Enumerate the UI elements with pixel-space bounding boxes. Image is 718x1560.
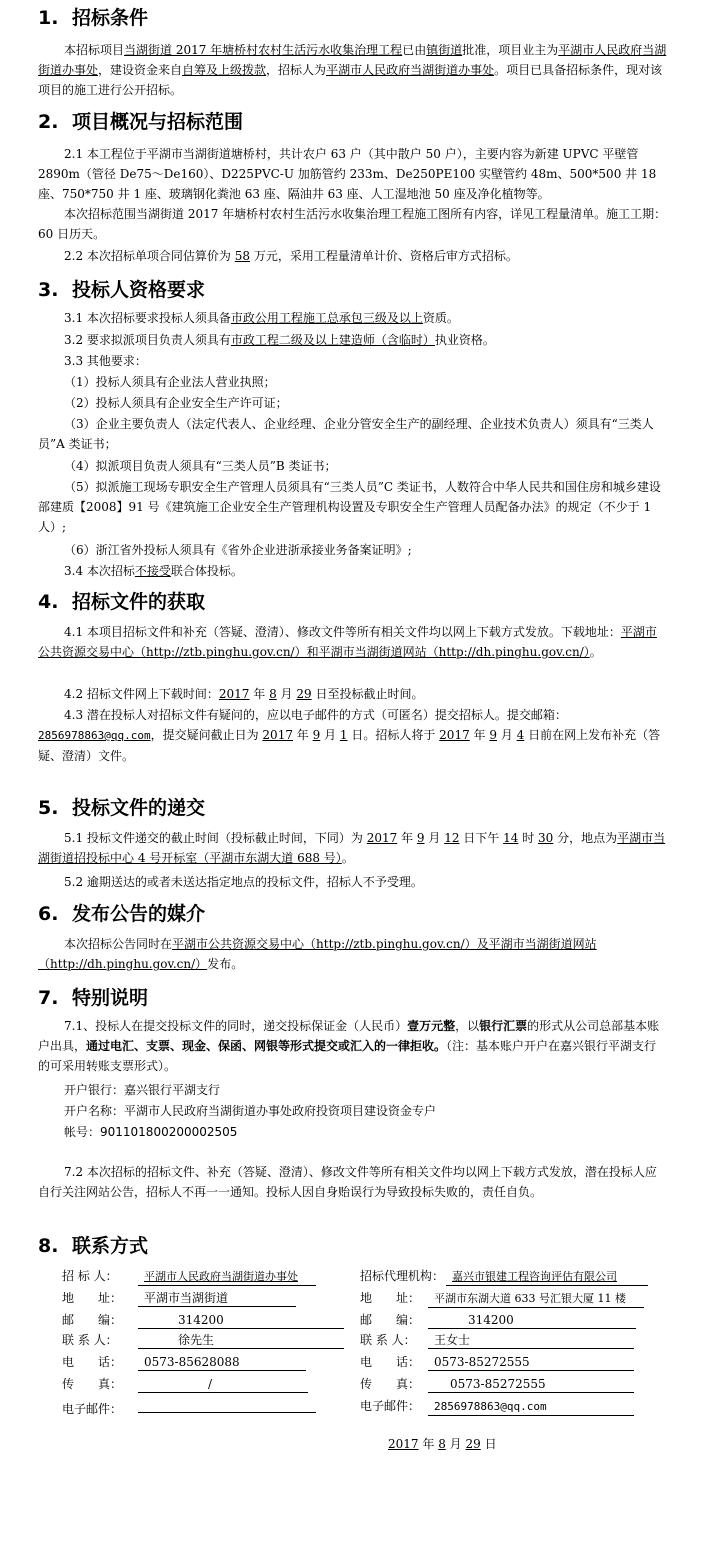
section-4-item-4-2: 4.2 招标文件网上下载时间：2017 年 8 月 29 日至投标截止时间。	[64, 687, 424, 701]
section-2-heading: 2. 项目概况与招标范围	[38, 111, 244, 133]
section-3-sub-2: （2）投标人须具有企业安全生产许可证；	[64, 396, 288, 410]
section-3-sub-6: （6）浙江省外投标人须具有《省外企业进浙承接业务备案证明》;	[64, 543, 412, 557]
section-2-paragraph-2-1: 2.1 本工程位于平湖市当湖街道塘桥村，共计农户 63 户（其中散户 50 户），主要内容为新建 UPVC 平壁管 2890m（管径 De75～De160）、D225PVC-U 加筋管约 233m、De250PE100 实壁管约 48m、500*500 井 18 座、750*750 井 1 座、玻璃钢化粪池 63 座、隔油井 63 座、人工湿地池 50 座及净化植物等。	[38, 147, 657, 201]
agent-postcode-row: 邮 编： 314200	[360, 1310, 636, 1330]
section-4-item-4-1: 4.1 本项目招标文件和补充（答疑、澄清）、修改文件等所有相关文件均以网上下载方式发放。下载地址：平湖市公共资源交易中心（http://ztb.pinghu.gov.cn/）和平湖市当湖街道网站（http://dh.pinghu.gov.cn/）。	[38, 625, 657, 659]
tenderer-row: 招 标 人： 平湖市人民政府当湖街道办事处	[62, 1266, 316, 1286]
agent-phone-row: 电 话： 0573-85272555	[360, 1352, 634, 1372]
section-5-item-5-1: 5.1 投标文件递交的截止时间（投标截止时间，下同）为 2017 年 9 月 12 日下午 14 时 30 分，地点为平湖市当湖街道招投标中心 4 号开标室（平湖市东湖大道 688 号）。	[38, 831, 666, 865]
agent-address-row: 地 址： 平湖市东湖大道 633 号汇银大厦 11 楼	[360, 1288, 644, 1308]
section-7-item-7-2: 7.2 本次招标的招标文件、补充（答疑、澄清）、修改文件等所有相关文件均以网上下载方式发放，潜在投标人应自行关注网站公告，招标人不再一一通知。投标人因自身贻误行为导致投标失败的，责任自负。	[38, 1165, 657, 1199]
section-8-heading: 8. 联系方式	[38, 1235, 149, 1257]
section-3-item-3-1: 3.1 本次招标要求投标人须具备市政公用工程施工总承包三级及以上资质。	[64, 311, 459, 325]
section-2-paragraph-2-2: 2.2 本次招标单项合同估算价为 58 万元，采用工程量清单计价、资格后审方式招标。	[64, 249, 518, 263]
section-6-paragraph: 本次招标公告同时在平湖市公共资源交易中心（http://ztb.pinghu.gov.cn/）及平湖市当湖街道网站（http://dh.pinghu.gov.cn/）发布。	[38, 937, 597, 971]
account-name: 开户名称：平湖市人民政府当湖街道办事处政府投资项目建设资金专户	[64, 1104, 437, 1118]
postcode-row: 邮 编： 314200	[62, 1310, 344, 1330]
agent-fax-row: 传 真： 0573-85272555	[360, 1374, 634, 1394]
section-1-paragraph: 本招标项目当湖街道 2017 年塘桥村农村生活污水收集治理工程已由镇街道批准，项目业主为平湖市人民政府当湖街道办事处，建设资金来自自筹及上级拨款，招标人为平湖市人民政府当湖街道办事处。项目已具备招标条件，现对该项目的施工进行公开招标。	[38, 43, 667, 97]
bank-name: 开户银行：嘉兴银行平湖支行	[64, 1083, 221, 1097]
section-2-scope: 本次招标范围当湖街道 2017 年塘桥村农村生活污水收集治理工程施工图所有内容，详见工程量清单。施工工期：60 日历天。	[38, 207, 667, 241]
section-4-heading: 4. 招标文件的获取	[38, 591, 206, 613]
section-4-item-4-3: 4.3 潜在投标人对招标文件有疑问的，应以电子邮件的方式（可匿名）提交招标人。提交邮箱：2856978863@qq.com，提交疑问截止日为 2017 年 9 月 1 日。招标人将于 2017 年 9 月 4 日前在网上发布补充（答疑、澄清）文件。	[38, 708, 661, 763]
address-row: 地 址： 平湖市当湖街道	[62, 1288, 296, 1308]
section-3-sub-3: （3）企业主要负责人（法定代表人、企业经理、企业分管安全生产的副经理、企业技术负责人）须具有“三类人员”A 类证书；	[38, 417, 654, 451]
email-row: 电子邮件：	[62, 1396, 316, 1416]
section-3-sub-4: （4）拟派项目负责人须具有“三类人员”B 类证书；	[64, 459, 337, 473]
section-7-heading: 7. 特别说明	[38, 987, 149, 1009]
section-3-item-3-4: 3.4 本次招标不接受联合体投标。	[64, 564, 243, 578]
section-5-item-5-2: 5.2 逾期送达的或者未送达指定地点的投标文件，招标人不予受理。	[64, 875, 423, 889]
section-1-heading: 1. 招标条件	[38, 7, 149, 29]
section-3-item-3-3: 3.3 其他要求：	[64, 354, 147, 368]
section-3-sub-1: （1）投标人须具有企业法人营业执照；	[64, 375, 276, 389]
account-number: 帐号：901101800200002505	[64, 1125, 238, 1139]
phone-row: 电 话： 0573-85628088	[62, 1352, 306, 1372]
section-6-heading: 6. 发布公告的媒介	[38, 903, 206, 925]
notice-date: 2017 年 8 月 29 日	[388, 1437, 497, 1451]
section-3-heading: 3. 投标人资格要求	[38, 279, 206, 301]
fax-row: 传 真： /	[62, 1374, 308, 1394]
section-5-heading: 5. 投标文件的递交	[38, 797, 206, 819]
section-3-item-3-2: 3.2 要求拟派项目负责人须具有市政工程二级及以上建造师（含临时）执业资格。	[64, 333, 495, 347]
section-3-sub-5: （5）拟派施工现场专职安全生产管理人员须具有“三类人员”C 类证书，人数符合中华人民共和国住房和城乡建设部建质【2008】91 号《建筑施工企业安全生产管理机构设置及专职安全生产管理人员配备办法》的规定（不少于 1 人）;	[38, 480, 661, 534]
contact-person-row: 联 系 人： 徐先生	[62, 1330, 344, 1350]
agent-email-row: 电子邮件： 2856978863@qq.com	[360, 1396, 634, 1416]
agent-contact-row: 联 系 人： 王女士	[360, 1330, 634, 1350]
section-7-item-7-1: 7.1、投标人在提交投标文件的同时，递交投标保证金（人民币）壹万元整，以银行汇票的形式从公司总部基本账户出具，通过电汇、支票、现金、保函、网银等形式提交或汇入的一律拒收。（注：基本账户开户在嘉兴银行平湖支行的可采用转账支票形式）。	[38, 1019, 660, 1073]
agent-row: 招标代理机构： 嘉兴市银建工程咨询评估有限公司	[360, 1266, 648, 1286]
